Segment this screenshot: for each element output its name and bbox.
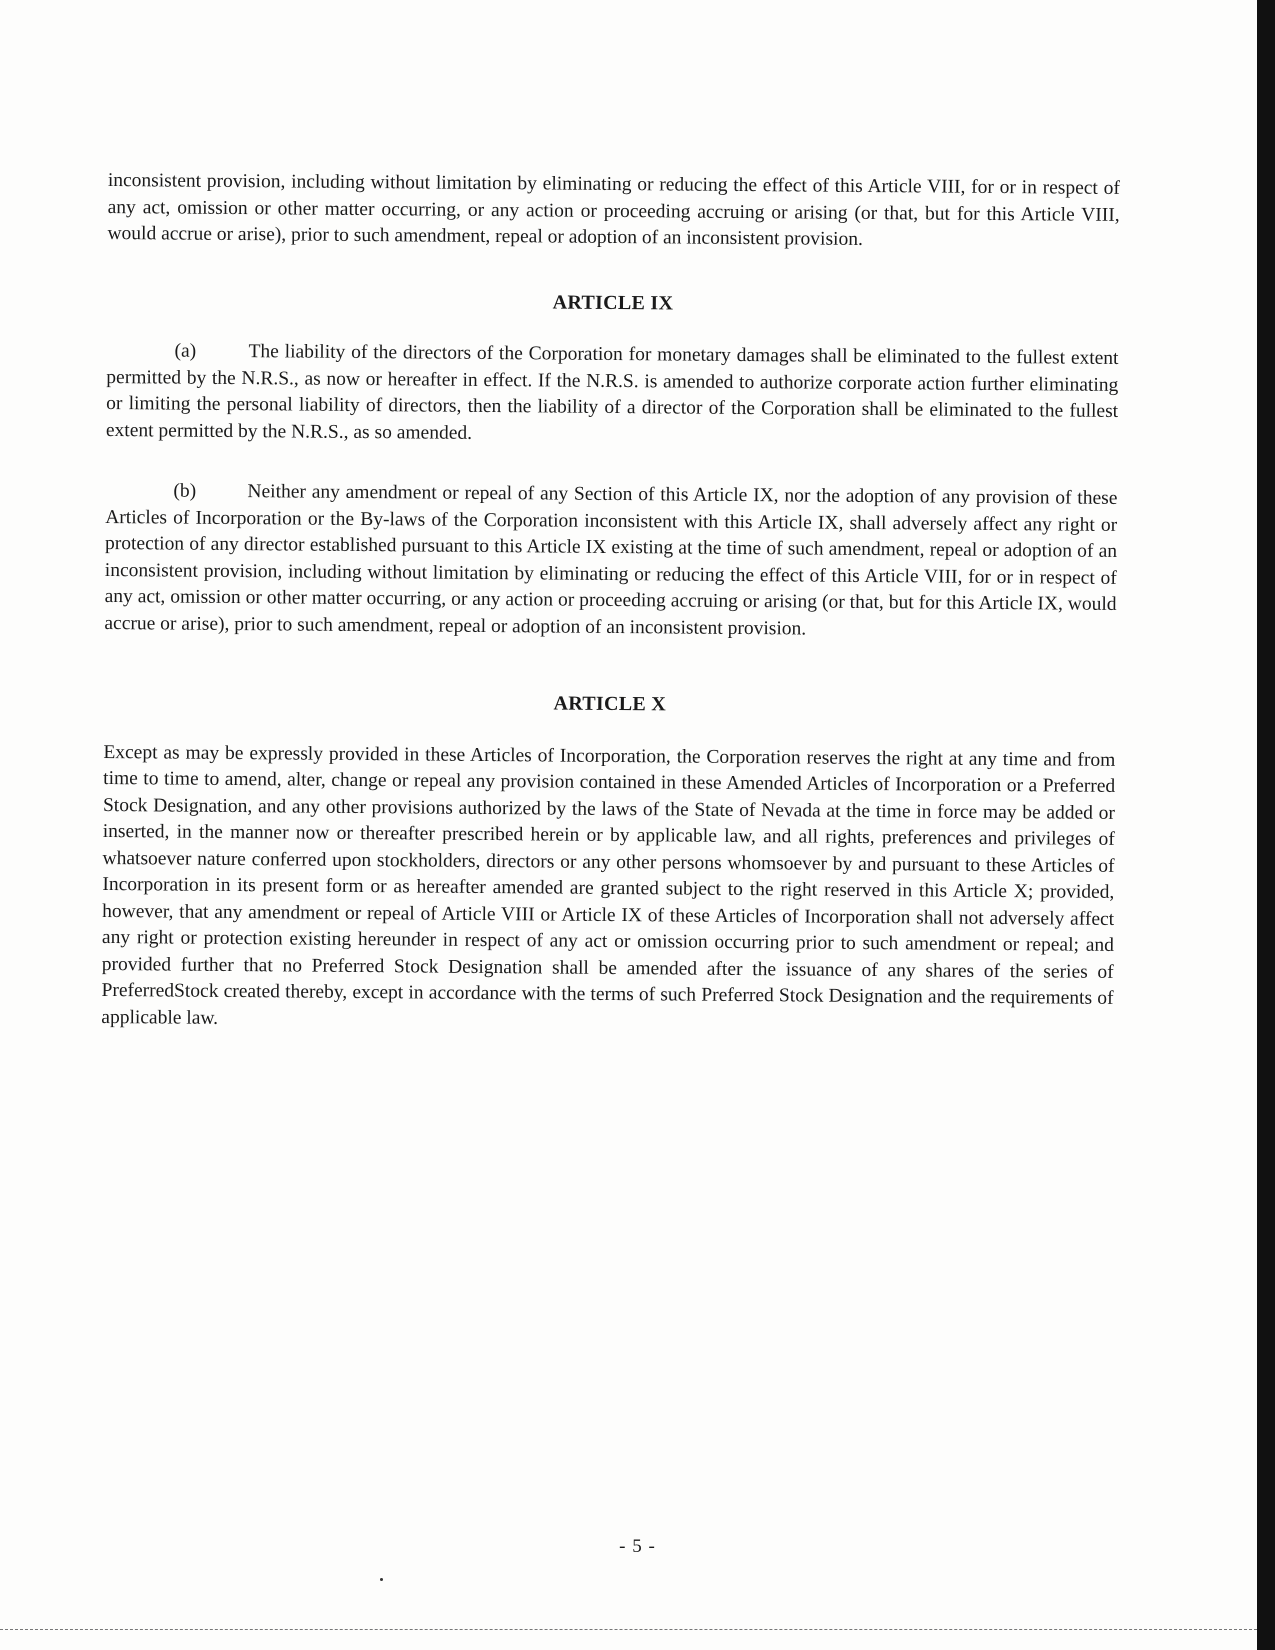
article-ix-paragraph-b xyxy=(104,478,1117,645)
document-body xyxy=(101,168,1120,1039)
scan-bottom-line xyxy=(0,1629,1257,1630)
paragraph-b-text: Neither any amendment or repeal of any Section of this Article IX, nor the adoption of any provision of these Articles of Incorporation or the By-laws of the Corporation inconsistent with this Article IX, shall adversely affect any right or protection of any director established pursuant to this Article IX existing at the time of such amendment, repeal or adoption of an inconsistent provision, including without limitation by eliminating or reducing the effect of this Article VIII, for or in respect of any act, omission or other matter occurring, or any action or proceeding accruing or arising (or that, but for this Article IX, would accrue or arise), prior to such amendment, repeal or adoption of an inconsistent provision. xyxy=(104,481,1118,639)
page-number: - 5 - xyxy=(619,1536,656,1557)
scan-speck xyxy=(380,1578,383,1581)
paragraph-b-label: (b) xyxy=(173,480,197,502)
paragraph-a-text: The liability of the directors of the Corporation for monetary damages shall be eliminated to the fullest extent permitted by the N.R.S., as now or hereafter in effect. If the N.R.S. is amended to authorize corporate action further eliminating or limiting the personal liability of directors, then the liability of a director of the Corporation shall be eliminated to the fullest extent permitted by the N.R.S., as so amended. xyxy=(105,341,1119,444)
article-x-paragraph: Except as may be expressly provided in these Articles of Incorporation, the Corporation reserves the right at any time and from time to time to amend, alter, change or repeal any provision contained in these Amended Articles of Incorporation or a Preferred Stock Designation, and any other provisions authorized by the laws of the State of Nevada at the time in force may be added or inserted, in the manner now or thereafter prescribed herein or by applicable law, and all rights, preferences and privileges of whatsoever nature conferred upon stockholders, directors or any other persons whomsoever by and pursuant to these Articles of Incorporation in its present form or as hereafter amended are granted subject to the right reserved in this Article X; provided, however, that any amendment or repeal of Article VIII or Article IX of these Articles of Incorporation shall not adversely affect any right or protection existing hereunder in respect of any act or omission occurring prior to such amendment or repeal; and provided further that no Preferred Stock Designation shall be amended after the issuance of any shares of the series of PreferredStock created thereby, except in accordance with the terms of such Preferred Stock Designation and the requirements of applicable law. xyxy=(101,741,1116,1029)
scan-edge xyxy=(1257,0,1275,1650)
article-x-heading: ARTICLE X xyxy=(553,692,667,716)
article-ix-heading: ARTICLE IX xyxy=(552,290,674,314)
paragraph-a-label: (a) xyxy=(174,340,197,362)
article-ix-paragraph-a xyxy=(106,338,1119,452)
continuation-paragraph: inconsistent provision, including without limitation by eliminating or reducing the effect of this Article VIII, for or in respect of any act, omission or other matter occurring, or any action or proceeding accruing or arising (or that, but for this Article VIII, would accrue or arise), prior to such amendment, repeal or adoption of an inconsistent provision. xyxy=(107,169,1120,250)
